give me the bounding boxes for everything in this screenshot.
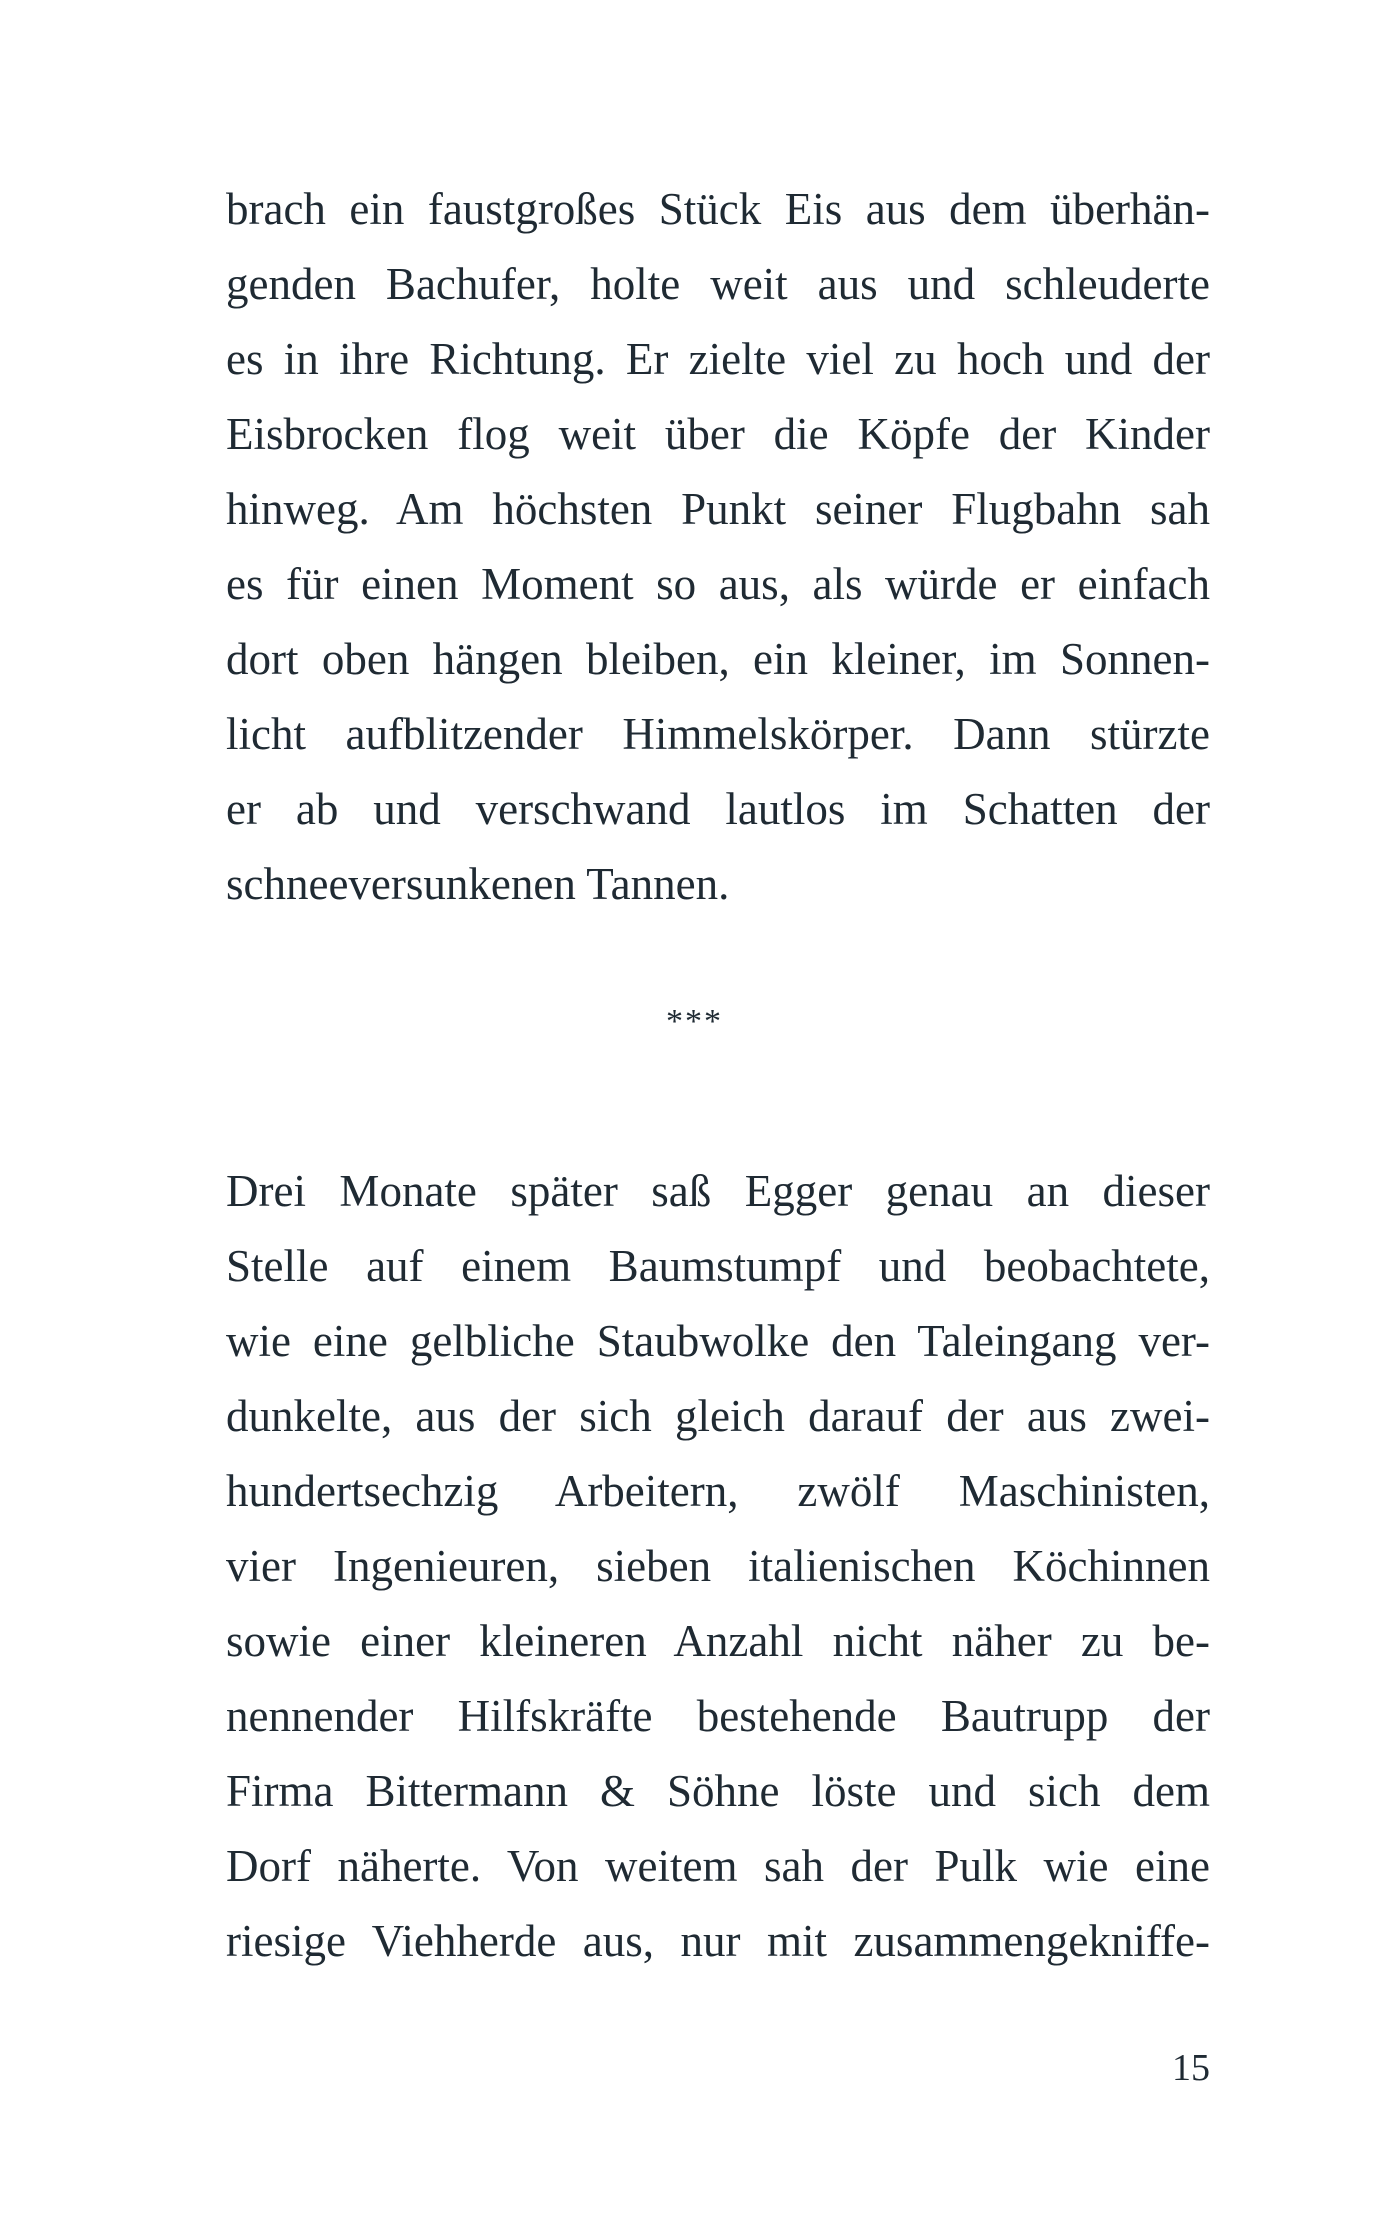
text-line: wie eine gelbliche Staubwolke den Taleingang ver- — [226, 1316, 1210, 1366]
paragraph-2 — [226, 1154, 1210, 1979]
text-line: hundertsechzig Arbeitern, zwölf Maschinisten, — [226, 1466, 1210, 1516]
text-line: Stelle auf einem Baumstumpf und beobachtete, — [226, 1241, 1210, 1291]
text-line: riesige Viehherde aus, nur mit zusammengekniffe- — [226, 1916, 1210, 1966]
paragraph-1 — [226, 172, 1210, 922]
text-line: es für einen Moment so aus, als würde er einfach — [226, 559, 1210, 609]
text-line: sowie einer kleineren Anzahl nicht näher zu be- — [226, 1616, 1210, 1666]
text-line: Eisbrocken flog weit über die Köpfe der Kinder — [226, 409, 1210, 459]
text-line: Drei Monate später saß Egger genau an dieser — [226, 1166, 1210, 1216]
text-line: licht aufblitzender Himmelskörper. Dann stürzte — [226, 709, 1210, 759]
text-line: hinweg. Am höchsten Punkt seiner Flugbahn sah — [226, 484, 1210, 534]
text-line: schneeversunkenen Tannen. — [226, 859, 730, 909]
text-line: er ab und verschwand lautlos im Schatten der — [226, 784, 1210, 834]
text-line: dort oben hängen bleiben, ein kleiner, im Sonnen- — [226, 634, 1210, 684]
section-separator: *** — [666, 1003, 723, 1040]
text-line: brach ein faustgroßes Stück Eis aus dem überhän- — [226, 184, 1210, 234]
text-line: genden Bachufer, holte weit aus und schleuderte — [226, 259, 1210, 309]
text-line: vier Ingenieuren, sieben italienischen Köchinnen — [226, 1541, 1210, 1591]
text-line: Firma Bittermann & Söhne löste und sich dem — [226, 1766, 1210, 1816]
text-line: es in ihre Richtung. Er zielte viel zu hoch und der — [226, 334, 1210, 384]
page-number: 15 — [1172, 2047, 1210, 2089]
text-line: nennender Hilfskräfte bestehende Bautrupp der — [226, 1691, 1210, 1741]
text-line: Dorf näherte. Von weitem sah der Pulk wie eine — [226, 1841, 1210, 1891]
text-line: dunkelte, aus der sich gleich darauf der aus zwei- — [226, 1391, 1210, 1441]
